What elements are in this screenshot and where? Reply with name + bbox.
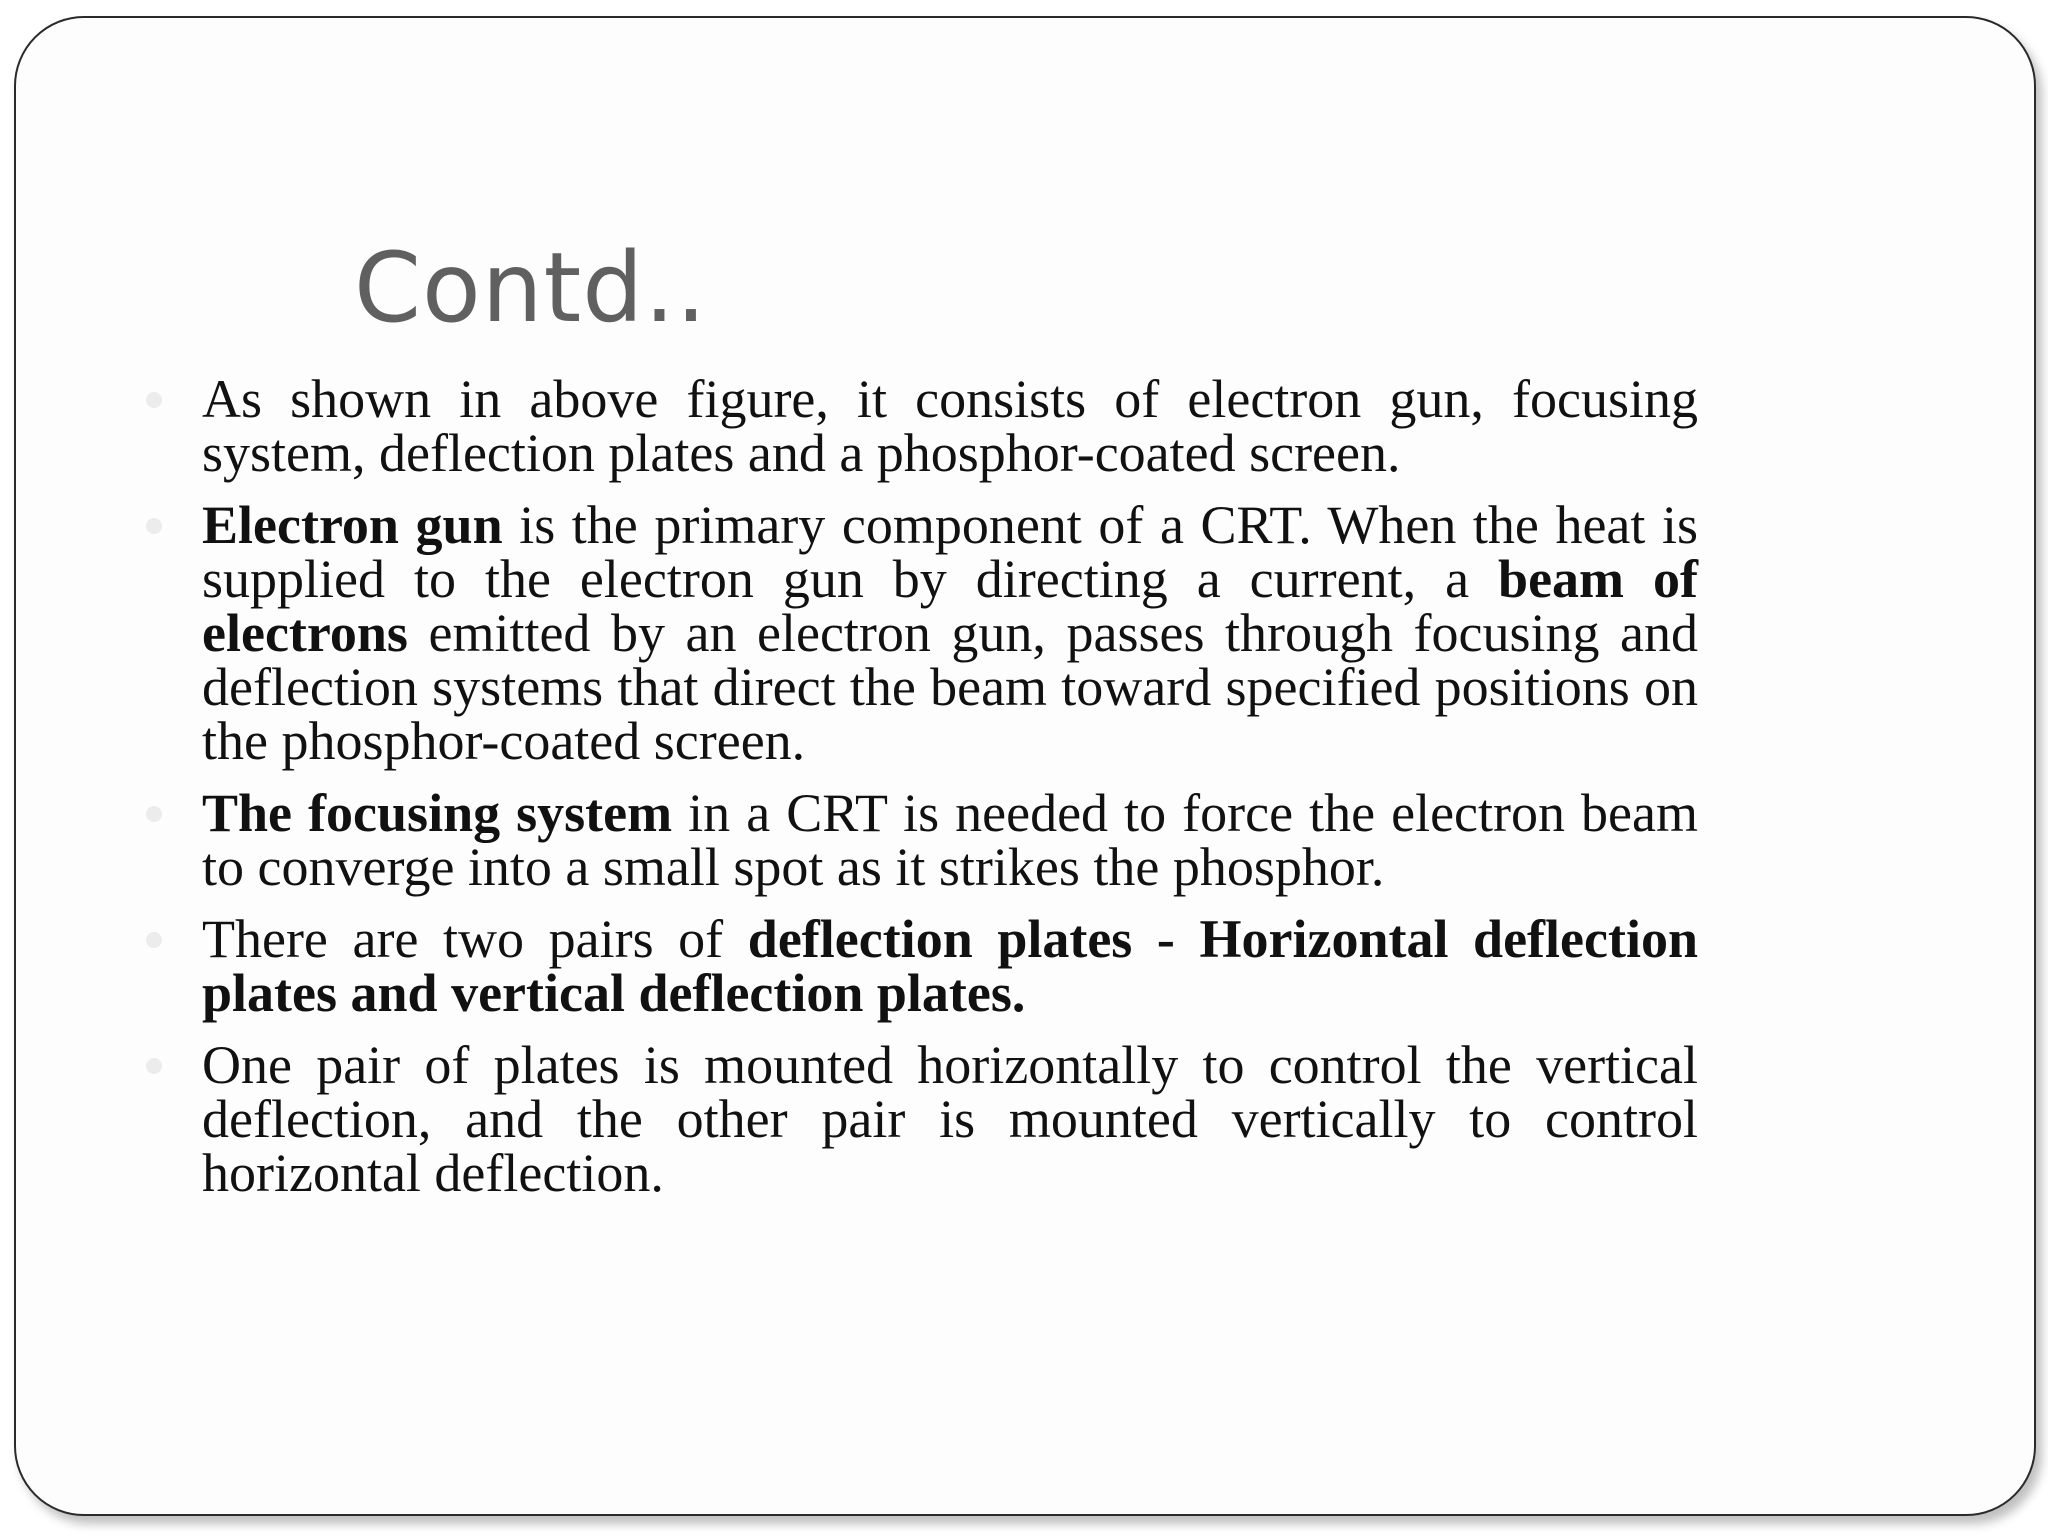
bullet-dot-icon — [146, 1058, 162, 1074]
bold-term: beam of electrons — [202, 549, 1699, 663]
bullet-text: As shown in above figure, it consists of electron gun, focusing system, deflection plates and a phosphor-coated screen. — [202, 369, 1698, 483]
bullet-item-2 — [202, 495, 1699, 771]
bold-term: The focusing system — [202, 783, 673, 843]
bold-term: Electron gun — [202, 495, 503, 555]
bullet-item-1 — [202, 369, 1698, 483]
bullet-dot-icon — [146, 518, 162, 534]
bullet-dot-icon — [146, 932, 162, 948]
bullet-dot-icon — [146, 392, 162, 408]
bullet-item-5 — [202, 1035, 1698, 1203]
bullet-dot-icon — [146, 806, 162, 822]
bullet-text: Electron gun is the primary component of a CRT. When the heat is supplied to the electron gun by directing a current, a beam of electrons emitted by an electron gun, passes through focusing and deflection systems that direct the beam toward specified positions on the phosphor-coated screen. — [202, 495, 1699, 771]
bold-term: deflection plates - Horizontal deflection plates and vertical deflection plates. — [202, 909, 1698, 1023]
bullet-list — [202, 369, 1699, 1218]
bullet-text: There are two pairs of deflection plates - Horizontal deflection plates and vertical deflection plates. — [202, 909, 1698, 1023]
bullet-item-4 — [202, 909, 1698, 1023]
slide-title: Contd.. — [354, 232, 708, 344]
bullet-text: The focusing system in a CRT is needed to force the electron beam to converge into a small spot as it strikes the phosphor. — [202, 783, 1698, 897]
bullet-text: One pair of plates is mounted horizontally to control the vertical deflection, and the other pair is mounted vertically to control horizontal deflection. — [202, 1035, 1698, 1203]
bullet-item-3 — [202, 783, 1698, 897]
